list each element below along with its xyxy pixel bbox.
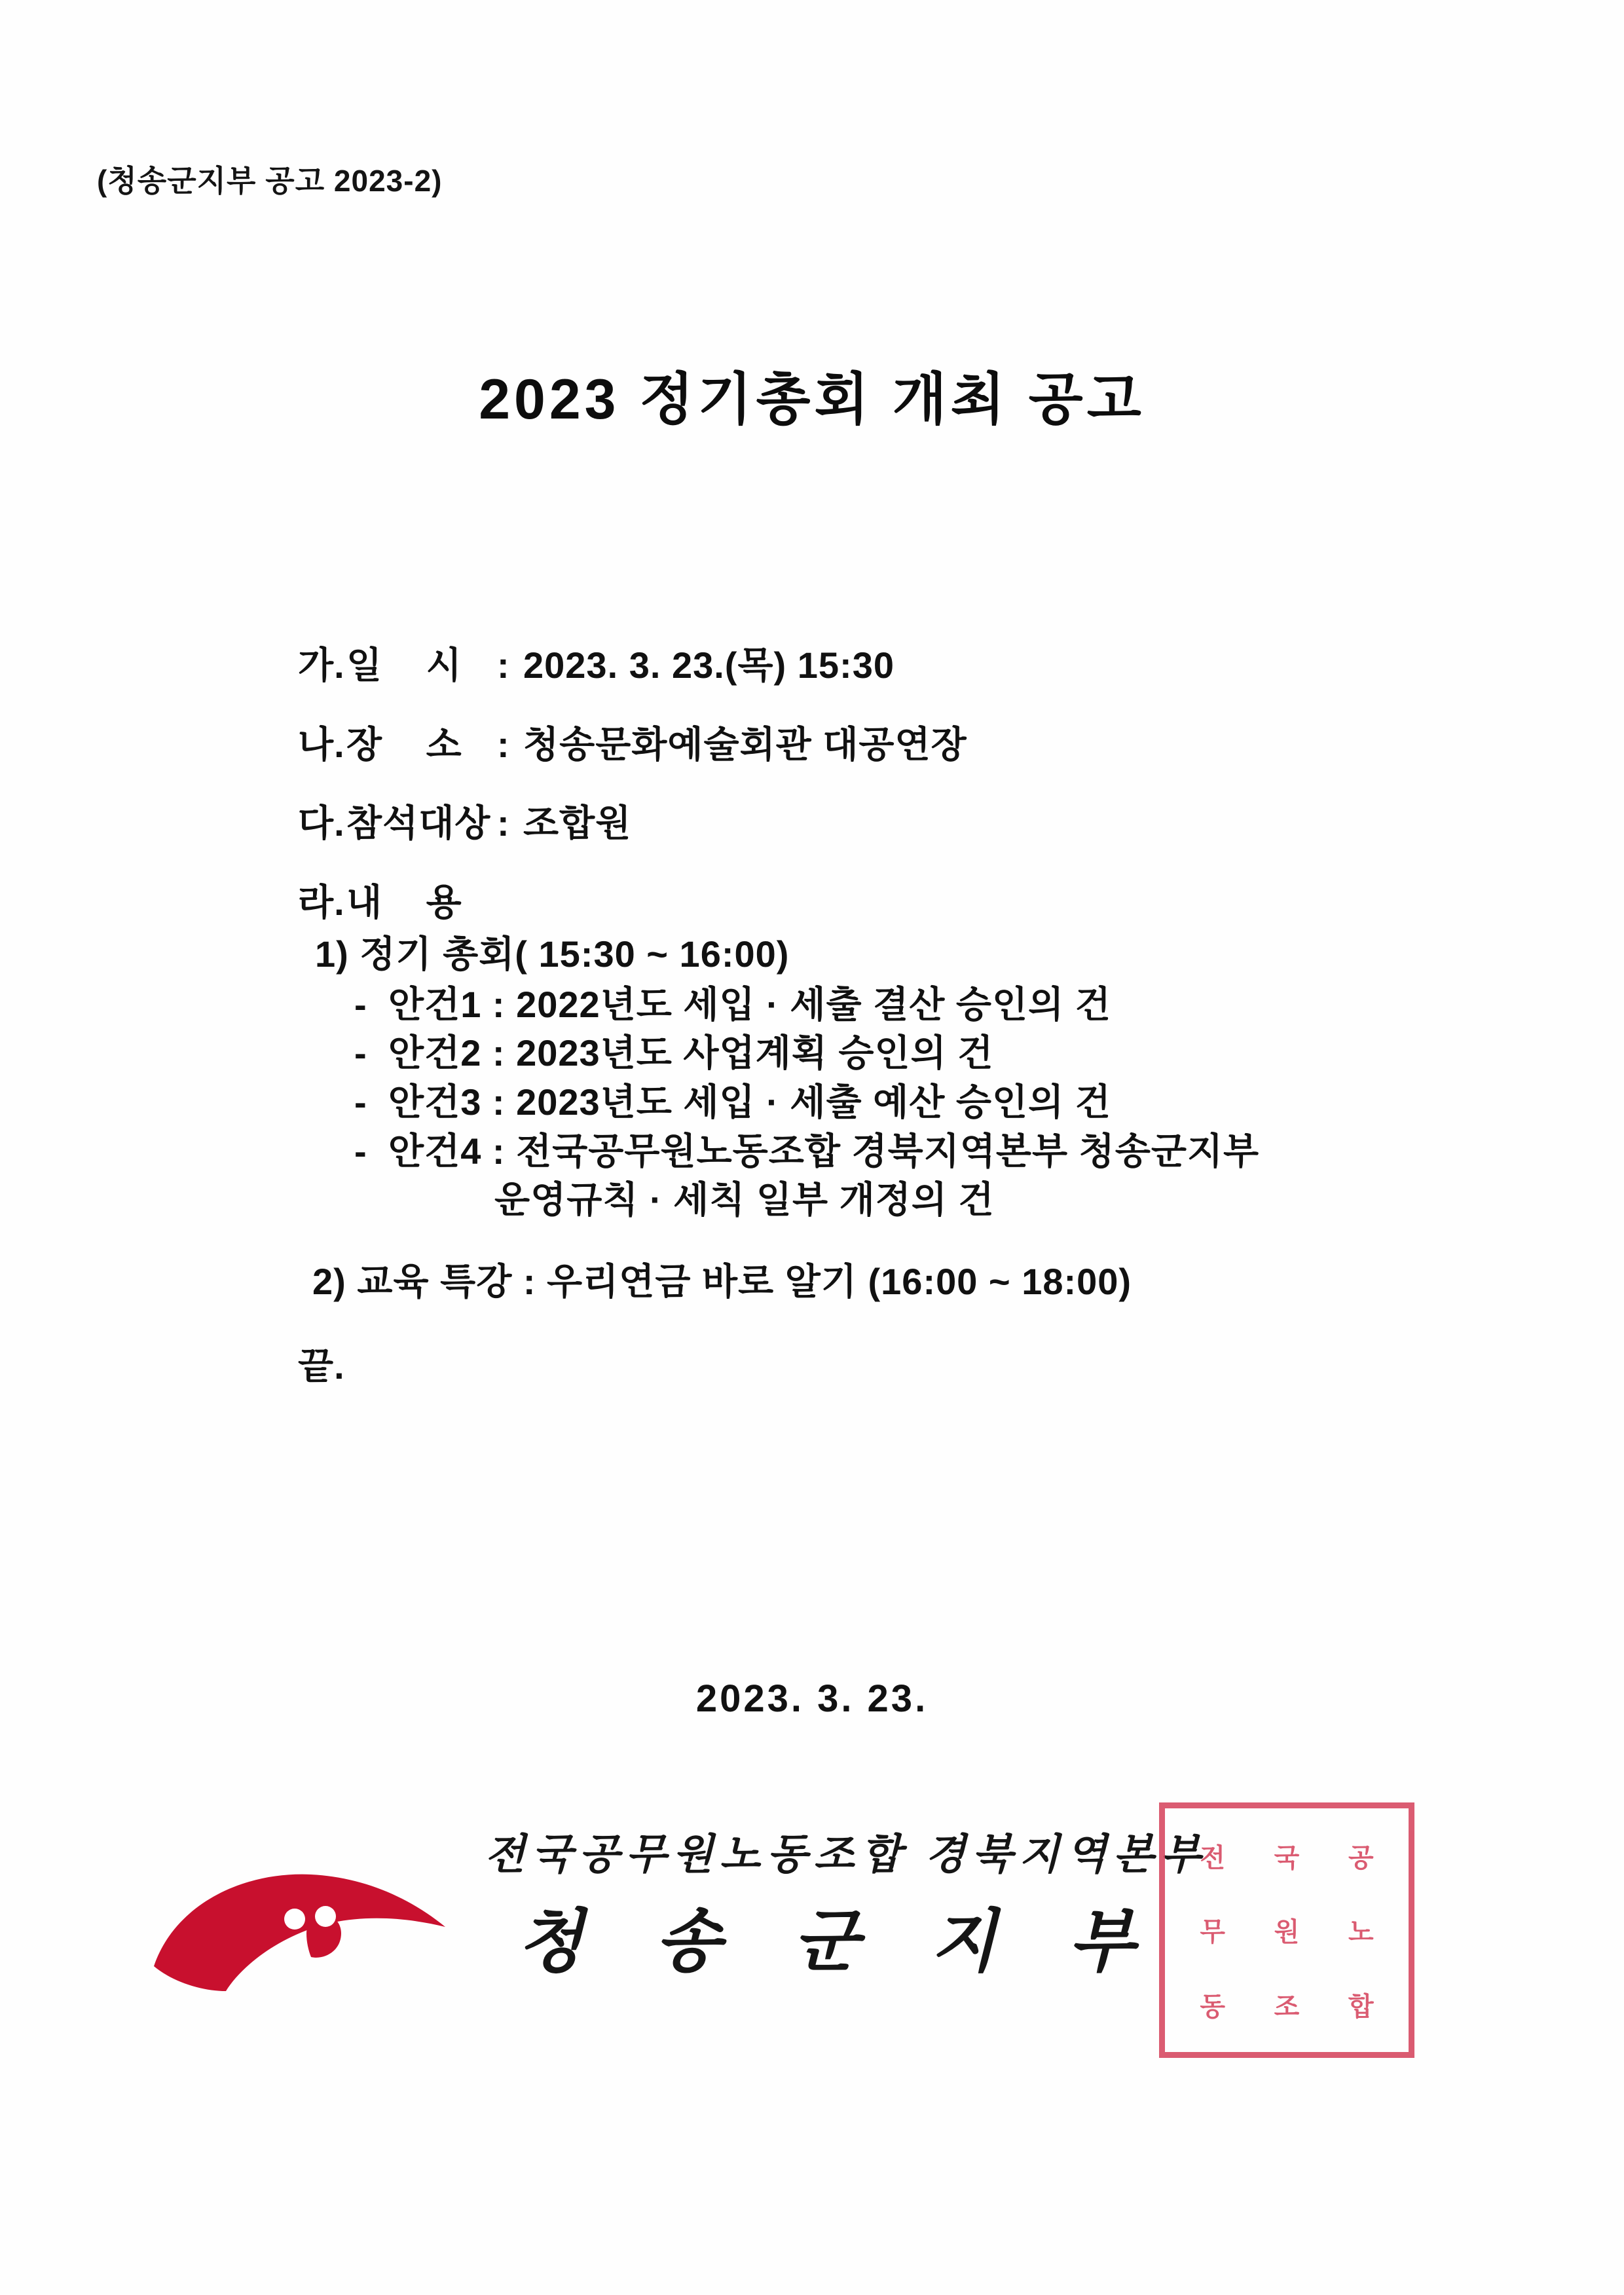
content-heading-label: 내 용 xyxy=(346,882,479,924)
content-heading xyxy=(298,882,1542,924)
item-colon: : xyxy=(497,802,510,844)
page-title: 2023 정기총회 개최 공고 xyxy=(479,368,1145,431)
agenda-item xyxy=(354,1033,1542,1074)
item-value: 청송문화예술회관 대공연장 xyxy=(523,723,967,765)
signature-date: 2023. 3. 23. xyxy=(695,1677,929,1720)
list-item xyxy=(298,724,1542,766)
signature-area xyxy=(0,1795,1624,2070)
agenda-text: 안건3 : 2023년도 세입 · 세출 예산 승인의 건 xyxy=(388,1081,1111,1123)
item-label: 참석대상 xyxy=(346,802,491,844)
list-item xyxy=(298,803,1542,844)
agenda-dash: - xyxy=(354,1130,367,1172)
agenda-dash: - xyxy=(354,1081,367,1123)
agenda-text: 안건2 : 2023년도 사업계획 승인의 건 xyxy=(388,1032,994,1074)
subitem-2: 2) 교육 특강 : 우리연금 바로 알기 (16:00 ~ 18:00) xyxy=(312,1261,1132,1303)
item-label: 일 시 xyxy=(346,644,479,686)
signature-branch: 청 송 군 지 부 xyxy=(517,1905,1162,1980)
seal-char: 원 xyxy=(1274,1917,1300,1947)
agenda-item xyxy=(354,1082,1542,1123)
agenda-item xyxy=(354,984,1542,1026)
item-value: 2023. 3. 23.(목) 15:30 xyxy=(523,644,895,686)
seal-char: 무 xyxy=(1200,1917,1225,1947)
item-marker: 나. xyxy=(298,723,345,765)
agenda-dash: - xyxy=(354,1032,367,1074)
union-logo-icon xyxy=(147,1835,455,1999)
end-mark: 끝. xyxy=(298,1345,345,1387)
seal-char: 공 xyxy=(1348,1843,1374,1873)
seal-char: 국 xyxy=(1274,1843,1300,1873)
document-body xyxy=(298,645,1542,1387)
agenda-item xyxy=(354,1131,1542,1172)
item-marker: 가. xyxy=(298,644,345,686)
item-marker: 다. xyxy=(298,802,345,844)
seal-char: 노 xyxy=(1348,1917,1374,1947)
list-item xyxy=(298,645,1542,686)
agenda-text: 안건1 : 2022년도 세입 · 세출 결산 승인의 건 xyxy=(388,983,1111,1025)
agenda-continuation: 운영규칙 · 세칙 일부 개정의 건 xyxy=(494,1179,995,1221)
notice-number: (청송군지부 공고 2023-2) xyxy=(97,164,443,198)
subitem-1: 1) 정기 총회( 15:30 ~ 16:00) xyxy=(315,933,790,975)
seal-char: 합 xyxy=(1348,1991,1374,2021)
item-value: 조합원 xyxy=(523,802,632,844)
item-colon: : xyxy=(497,644,510,686)
seal-char: 조 xyxy=(1274,1991,1300,2021)
signature-organization: 전국공무원노동조합 경북지역본부 xyxy=(485,1831,1208,1878)
item-label: 장 소 xyxy=(346,723,479,765)
item-colon: : xyxy=(497,723,510,765)
agenda-text: 안건4 : 전국공무원노동조합 경북지역본부 청송군지부 xyxy=(388,1130,1260,1172)
content-heading-marker: 라. xyxy=(298,882,345,924)
seal-char: 동 xyxy=(1200,1991,1225,2021)
seal-char: 전 xyxy=(1200,1843,1225,1873)
agenda-dash: - xyxy=(354,983,367,1025)
official-seal-stamp xyxy=(1159,1802,1414,2058)
